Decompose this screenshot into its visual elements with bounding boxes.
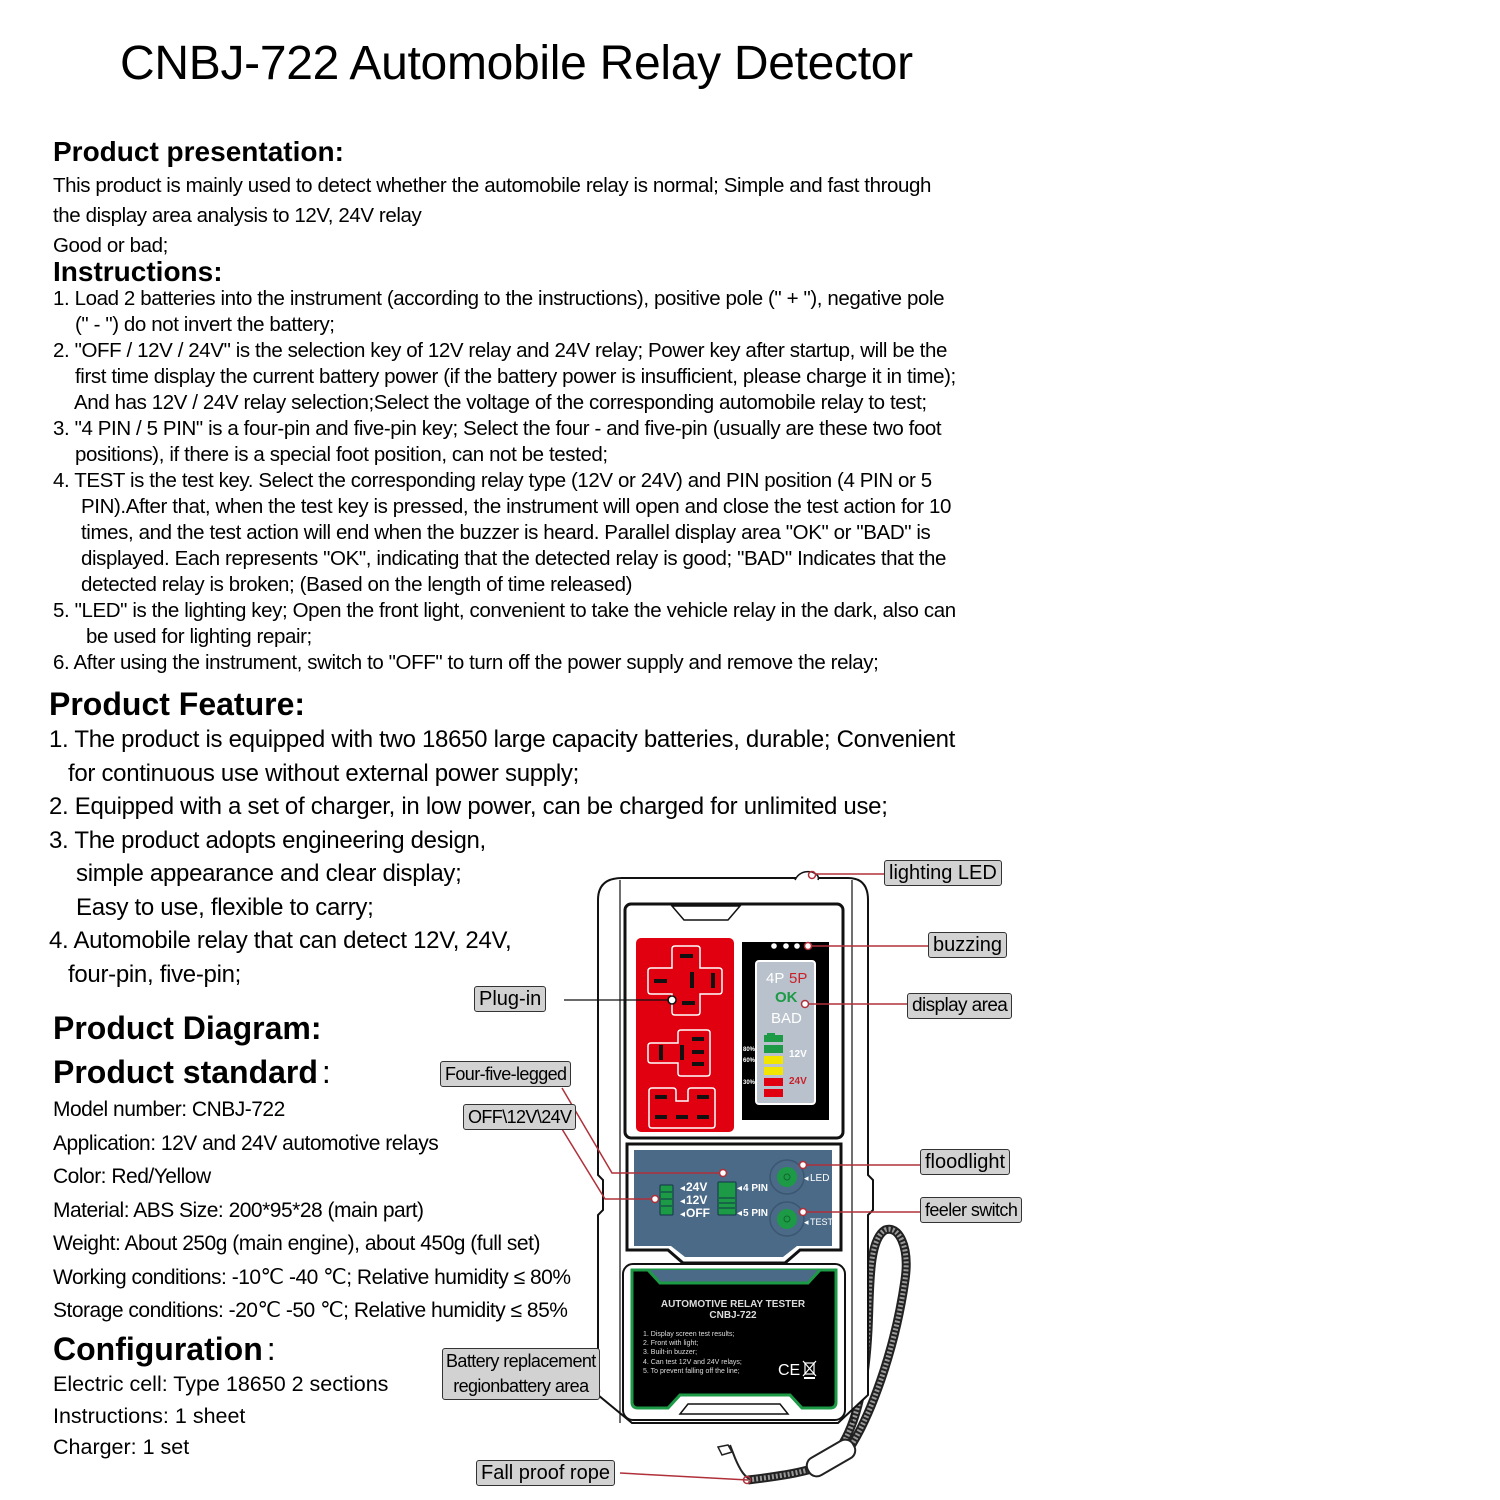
buzzing-marker	[805, 943, 812, 950]
battery-bar	[764, 1089, 783, 1097]
display-area-marker	[802, 1001, 809, 1008]
svg-text:◂: ◂	[680, 1196, 686, 1207]
svg-text:◂: ◂	[737, 1183, 743, 1194]
svg-text:◂: ◂	[737, 1208, 743, 1219]
svg-text:◂: ◂	[804, 1173, 809, 1183]
battery-bar	[764, 1067, 783, 1075]
configuration-line: Charger: 1 set	[53, 1435, 190, 1459]
instruction-line: (" - ") do not invert the battery;	[75, 313, 335, 336]
off-12v-24v-marker	[652, 1196, 659, 1203]
label-item: 3. Built-in buzzer;	[643, 1349, 698, 1356]
instruction-line: times, and the test action will end when the buzzer is heard. Parallel display area "OK" or "BAD" is	[81, 521, 931, 544]
callout-display-area: display area	[907, 993, 1012, 1019]
label-title: AUTOMOTIVE RELAY TESTER	[660, 1299, 806, 1310]
plug-in-marker	[668, 996, 676, 1004]
callout-lighting-led: lighting LED	[884, 860, 1002, 886]
callout-floodlight: floodlight	[920, 1149, 1010, 1175]
floodlight-marker	[800, 1162, 807, 1169]
presentation-line: This product is mainly used to detect whether the automobile relay is normal; Simple and fast through	[53, 174, 932, 197]
callout-feeler-switch: feeler switch	[920, 1197, 1022, 1223]
callout-off-12v-24v: OFF\12V\24V	[463, 1104, 576, 1130]
svg-text:◂: ◂	[680, 1209, 686, 1220]
instruction-line: 2. "OFF / 12V / 24V" is the selection key of 12V relay and 24V relay; Power key after startup, will be the	[53, 339, 947, 362]
buzzer-hole-icon	[771, 943, 777, 949]
callout-fall-proof-rope: Fall proof rope	[476, 1460, 615, 1486]
screen-ok: OK	[775, 989, 798, 1006]
pin-5: 5 PIN	[743, 1208, 769, 1219]
screen-24v: 24V	[789, 1076, 807, 1087]
switch-12v: 12V	[686, 1193, 708, 1207]
instruction-line: PIN).After that, when the test key is pressed, the instrument will open and close the test action for 10	[81, 495, 951, 518]
buzzer-hole-icon	[783, 943, 789, 949]
instruction-line: 5. "LED" is the lighting key; Open the front light, convenient to take the vehicle relay in the dark, also can	[53, 599, 956, 622]
battery-bar	[764, 1035, 783, 1042]
feature-line: simple appearance and clear display;	[76, 860, 462, 887]
configuration-colon: :	[266, 1331, 276, 1367]
standard-line: Application: 12V and 24V automotive relays	[53, 1131, 439, 1155]
configuration-line: Electric cell: Type 18650 2 sections	[53, 1372, 389, 1396]
instructions-heading: Instructions:	[53, 256, 223, 287]
standard-line: Color: Red/Yellow	[53, 1165, 211, 1188]
configuration-line: Instructions: 1 sheet	[53, 1403, 246, 1428]
standard-line: Weight: About 250g (main engine), about 450g (full set)	[53, 1232, 540, 1255]
callout-four-five-legged: Four-five-legged	[440, 1061, 571, 1087]
label-item: 5. To prevent falling off the line;	[643, 1368, 740, 1375]
feature-line: 4. Automobile relay that can detect 12V, 24V,	[49, 927, 512, 954]
callout-battery-line: Battery replacement	[446, 1351, 596, 1371]
switch-off: OFF	[686, 1206, 710, 1220]
standard-colon: :	[321, 1054, 331, 1090]
product-label	[632, 1270, 836, 1408]
battery-80: 80%	[743, 1047, 756, 1053]
standard-line: Storage conditions: -20℃ -50 ℃; Relative humidity ≤ 85%	[53, 1299, 568, 1322]
configuration-heading-text: Configuration	[53, 1331, 263, 1367]
pin-4: 4 PIN	[743, 1183, 769, 1194]
four-five-legged-marker	[720, 1170, 727, 1177]
buzzer-hole-icon	[794, 943, 800, 949]
instruction-line: detected relay is broken; (Based on the length of time released)	[81, 573, 633, 596]
standard-line: Model number: CNBJ-722	[53, 1098, 285, 1121]
feature-line: Easy to use, flexible to carry;	[76, 893, 374, 921]
screen-12v: 12V	[789, 1049, 807, 1060]
feeler-switch-marker	[800, 1209, 807, 1216]
switch-24v: 24V	[686, 1180, 708, 1194]
battery-30: 30%	[743, 1080, 756, 1086]
label-item: 2. Front with light;	[643, 1340, 699, 1347]
instruction-line: 4. TEST is the test key. Select the corresponding relay type (12V or 24V) and PIN position (4 PIN or 5	[53, 469, 932, 492]
instruction-line: displayed. Each represents "OK", indicating that the detected relay is good; "BAD" Indicates that the	[81, 547, 947, 570]
battery-bar	[764, 1056, 783, 1064]
presentation-line: the display area analysis to 12V, 24V relay	[53, 204, 422, 227]
test-button	[777, 1209, 797, 1229]
feature-heading: Product Feature:	[49, 686, 306, 722]
test-label: TEST	[810, 1217, 834, 1227]
svg-text:◂: ◂	[680, 1183, 686, 1194]
instruction-line: positions), if there is a special foot position, can not be tested;	[75, 443, 608, 466]
callout-buzzing: buzzing	[928, 932, 1007, 958]
label-item: 4. Can test 12V and 24V relays;	[643, 1359, 742, 1366]
screen-bad: BAD	[771, 1010, 802, 1027]
page-title: CNBJ-722 Automobile Relay Detector	[120, 37, 913, 90]
callout-plug-in: Plug-in	[474, 986, 546, 1012]
instruction-line: be used for lighting repair;	[86, 625, 312, 648]
feature-line: 3. The product adopts engineering design,	[49, 826, 486, 854]
diagram-heading: Product Diagram:	[53, 1010, 322, 1046]
battery-bar	[764, 1078, 783, 1086]
feature-line: 1. The product is equipped with two 18650 large capacity batteries, durable; Convenient	[49, 726, 956, 753]
instruction-line: 3. "4 PIN / 5 PIN" is a four-pin and five-pin key; Select the four - and five-pin (usually are these two foot	[53, 417, 942, 440]
screen-4p: 4P	[766, 970, 785, 987]
standard-heading-text: Product standard	[53, 1054, 318, 1090]
standard-line: Material: ABS Size: 200*95*28 (main part)	[53, 1198, 424, 1222]
svg-text:◂: ◂	[804, 1217, 809, 1227]
feature-line: 2. Equipped with a set of charger, in low power, can be charged for unlimited use;	[49, 793, 888, 820]
battery-bar	[764, 1045, 783, 1053]
standard-line: Working conditions: -10℃ -40 ℃; Relative humidity ≤ 80%	[53, 1265, 571, 1289]
battery-60: 60%	[743, 1058, 756, 1064]
callout-battery-area	[442, 1348, 600, 1400]
instruction-line: And has 12V / 24V relay selection;Select the voltage of the corresponding automobile relay to test;	[74, 391, 927, 414]
presentation-heading: Product presentation:	[53, 136, 344, 167]
ce-mark-icon: CE	[778, 1362, 801, 1379]
instruction-line: 1. Load 2 batteries into the instrument (according to the instructions), positive pole (" + "), negative pole	[53, 287, 945, 310]
screen-5p: 5P	[789, 970, 808, 987]
presentation-line: Good or bad;	[53, 234, 168, 257]
instruction-line: first time display the current battery power (if the battery power is insufficient, please charge it in time);	[75, 365, 956, 388]
label-item: 1. Display screen test results;	[643, 1331, 735, 1338]
led-label: LED	[810, 1173, 830, 1184]
instruction-line: 6. After using the instrument, switch to "OFF" to turn off the power supply and remove the relay;	[53, 651, 879, 674]
feature-line: for continuous use without external power supply;	[68, 759, 579, 787]
relay-socket-panel	[636, 938, 734, 1132]
feature-line: four-pin, five-pin;	[68, 960, 242, 988]
label-model: CNBJ-722	[709, 1310, 757, 1321]
callout-battery-line: regionbattery area	[453, 1376, 589, 1396]
voltage-switch	[660, 1185, 673, 1215]
led-button	[777, 1167, 797, 1187]
